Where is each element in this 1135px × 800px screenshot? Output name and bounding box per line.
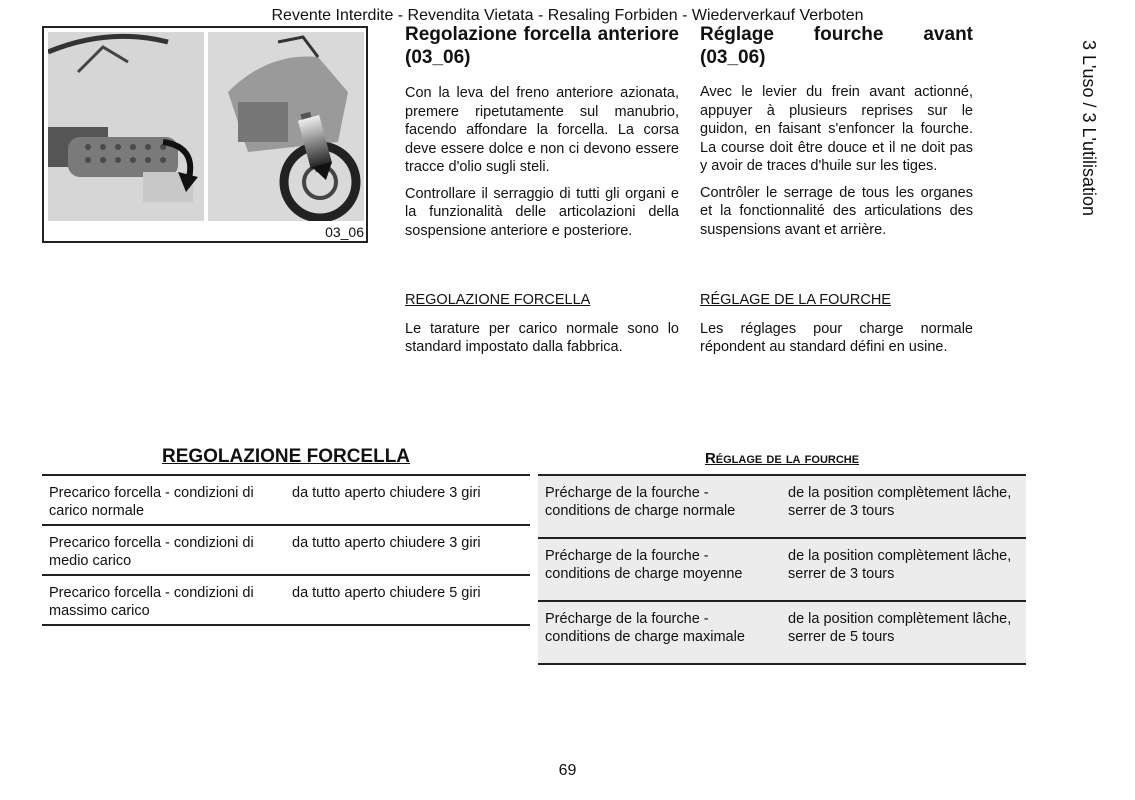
italian-paragraph-1: Con la leva del freno anteriore azionata, premere ripetutamente sul manubrio, facendo affondare la forcella. La corsa deve essere dolce e non ci devono essere tracce d'olio sugli steli.	[405, 85, 679, 175]
table-row	[538, 601, 1026, 664]
table-cell: da tutto aperto chiudere 5 giri	[285, 575, 530, 625]
italian-subheading: REGOLAZIONE FORCELLA	[405, 292, 591, 308]
figure-caption: 03_06	[325, 224, 364, 240]
table-row	[538, 475, 1026, 538]
table-row	[42, 525, 530, 575]
table-cell: da tutto aperto chiudere 3 giri	[285, 525, 530, 575]
table-cell: de la position complètement lâche, serrer de 3 tours	[781, 538, 1026, 601]
table-row	[42, 475, 530, 525]
chapter-side-label: 3 L'uso / 3 L'utilisation	[1079, 40, 1099, 216]
table-cell: Precarico forcella - condizioni di carico normale	[42, 475, 285, 525]
french-table-title: Réglage de la fourche	[704, 450, 860, 467]
french-column	[700, 23, 973, 247]
table-row	[538, 538, 1026, 601]
table-cell: Precarico forcella - condizioni di massimo carico	[42, 575, 285, 625]
french-subheading: RÉGLAGE DE LA FOURCHE	[700, 292, 891, 308]
page-number: 69	[558, 762, 577, 779]
italian-sub-text: Le tarature per carico normale sono lo standard impostato dalla fabbrica.	[405, 320, 679, 355]
italian-paragraph-2: Controllare il serraggio di tutti gli organi e la funzionalità delle articolazioni della sospensione anteriore e posteriore.	[405, 185, 679, 239]
italian-settings-table	[42, 474, 530, 626]
table-cell: da tutto aperto chiudere 3 giri	[285, 475, 530, 525]
table-cell: Précharge de la fourche - conditions de charge normale	[538, 475, 781, 538]
watermark-header: Revente Interdite - Revendita Vietata - Resaling Forbiden - Wiederverkauf Verboten	[271, 7, 864, 24]
french-settings-table	[538, 474, 1026, 665]
italian-subsection	[405, 291, 679, 365]
table-cell: Précharge de la fourche - conditions de charge moyenne	[538, 538, 781, 601]
table-cell: de la position complètement lâche, serrer de 5 tours	[781, 601, 1026, 664]
motorcycle-front-fork-photo	[208, 32, 364, 221]
italian-column	[405, 23, 679, 248]
french-paragraph-2: Contrôler le serrage de tous les organes et la fonctionnalité des articulations des suspensions avant et arrière.	[700, 184, 973, 238]
table-cell: de la position complètement lâche, serrer de 3 tours	[781, 475, 1026, 538]
italian-table-title: REGOLAZIONE FORCELLA	[161, 446, 411, 467]
figure-03-06	[42, 26, 368, 243]
italian-heading: Regolazione forcella anteriore (03_06)	[405, 24, 679, 68]
french-heading: Réglage fourche avant (03_06)	[700, 24, 973, 68]
french-paragraph-1: Avec le levier du frein avant actionné, appuyer à plusieurs reprises sur le guidon, en faisant s'enfoncer la fourche. La course doit être douce et il ne doit pas y avoir de traces d'huile sur les tiges.	[700, 84, 973, 174]
handlebar-brake-lever-photo	[48, 32, 204, 221]
table-cell: Precarico forcella - condizioni di medio carico	[42, 525, 285, 575]
table-row	[42, 575, 530, 625]
motorcycle-illustration	[208, 32, 364, 221]
table-cell: Précharge de la fourche - conditions de charge maximale	[538, 601, 781, 664]
handlebar-illustration	[48, 32, 204, 221]
french-subsection	[700, 291, 973, 365]
french-sub-text: Les réglages pour charge normale répondent au standard défini en usine.	[700, 320, 973, 355]
